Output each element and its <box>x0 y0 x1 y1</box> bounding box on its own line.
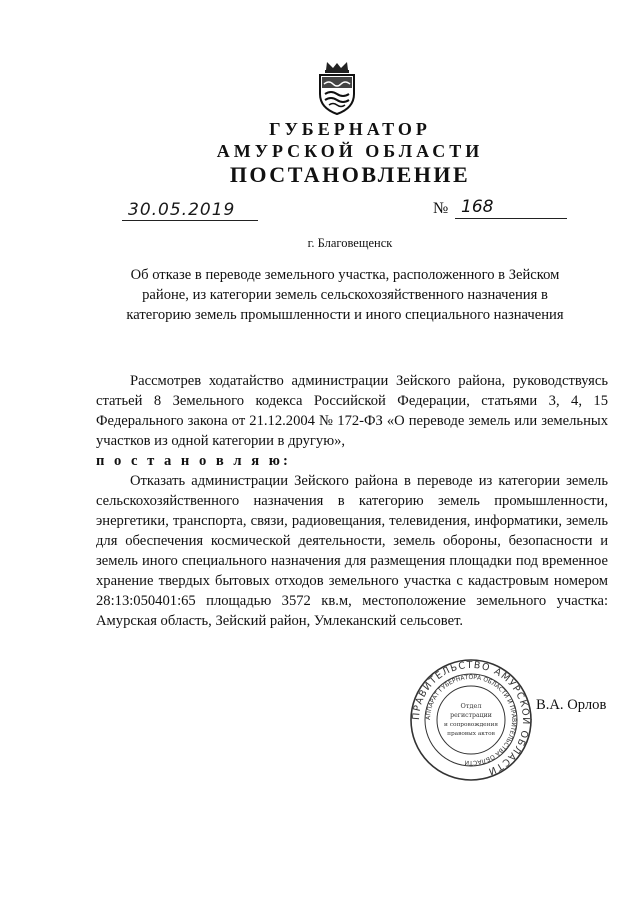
city-name: г. Благовещенск <box>307 236 393 250</box>
document-subject-title: Об отказе в переводе земельного участка, расположенного в Зейском районе, из категории земель сельскохозяйственного назначения в категорию земель промышленности и иного специального назначения <box>126 267 564 323</box>
stamp-outer-text: ПРАВИТЕЛЬСТВО АМУРСКОЙ ОБЛАСТИ <box>410 659 532 778</box>
stamp-center-line4: правовых актов <box>447 731 495 737</box>
coat-of-arms-emblem-icon <box>315 60 359 116</box>
document-date: 30.05.2019 <box>122 200 258 221</box>
stamp-inner-ring-text: АППАРАТ ГУБЕРНАТОРА ОБЛАСТИ И ПРАВИТЕЛЬСТВА ОБЛАСТИ <box>424 673 518 767</box>
official-stamp-seal <box>409 658 533 782</box>
document-type-title: ПОСТАНОВЛЕНИЕ <box>229 162 471 187</box>
decision-paragraph: Отказать администрации Зейского района в переводе из категории земель сельскохозяйственного назначения в категорию земель промышленности, энергетики, транспорта, связи, радиовещания, телевидения, информатики, земель для обеспечения космической деятельности, земель обороны, безопасности и земель иного специального назначения для размещения площадки под временное хранение твердых бытовых отходов земельного участка с кадастровым номером 28:13:050401:65 площадью 3572 кв.м, местоположение земельного участка: Амурская область, Зейский район, Умлеканский сельсовет. <box>96 473 608 629</box>
document-number: 168 <box>455 196 567 219</box>
number-label: № <box>433 200 449 217</box>
authority-title: ГУБЕРНАТОР <box>269 119 431 139</box>
stamp-center-line2: регистрации <box>450 712 492 719</box>
signer-name: В.А. Орлов <box>536 697 607 713</box>
preamble-paragraph: Рассмотрев ходатайство администрации Зейского района, руководствуясь статьей 8 Земельного кодекса Российской Федерации, статьями 3, 4, 15 Федерального закона от 21.12.2004 № 172-ФЗ «О переводе земель или земельных участков из одной категории в другую», <box>96 373 608 449</box>
stamp-center-line3: и сопровождения <box>444 722 498 728</box>
decree-word: п о с т а н о в л я ю: <box>96 453 291 469</box>
region-title: АМУРСКОЙ ОБЛАСТИ <box>216 141 484 161</box>
stamp-center-line1: Отдел <box>460 702 482 710</box>
document-body <box>96 371 608 631</box>
